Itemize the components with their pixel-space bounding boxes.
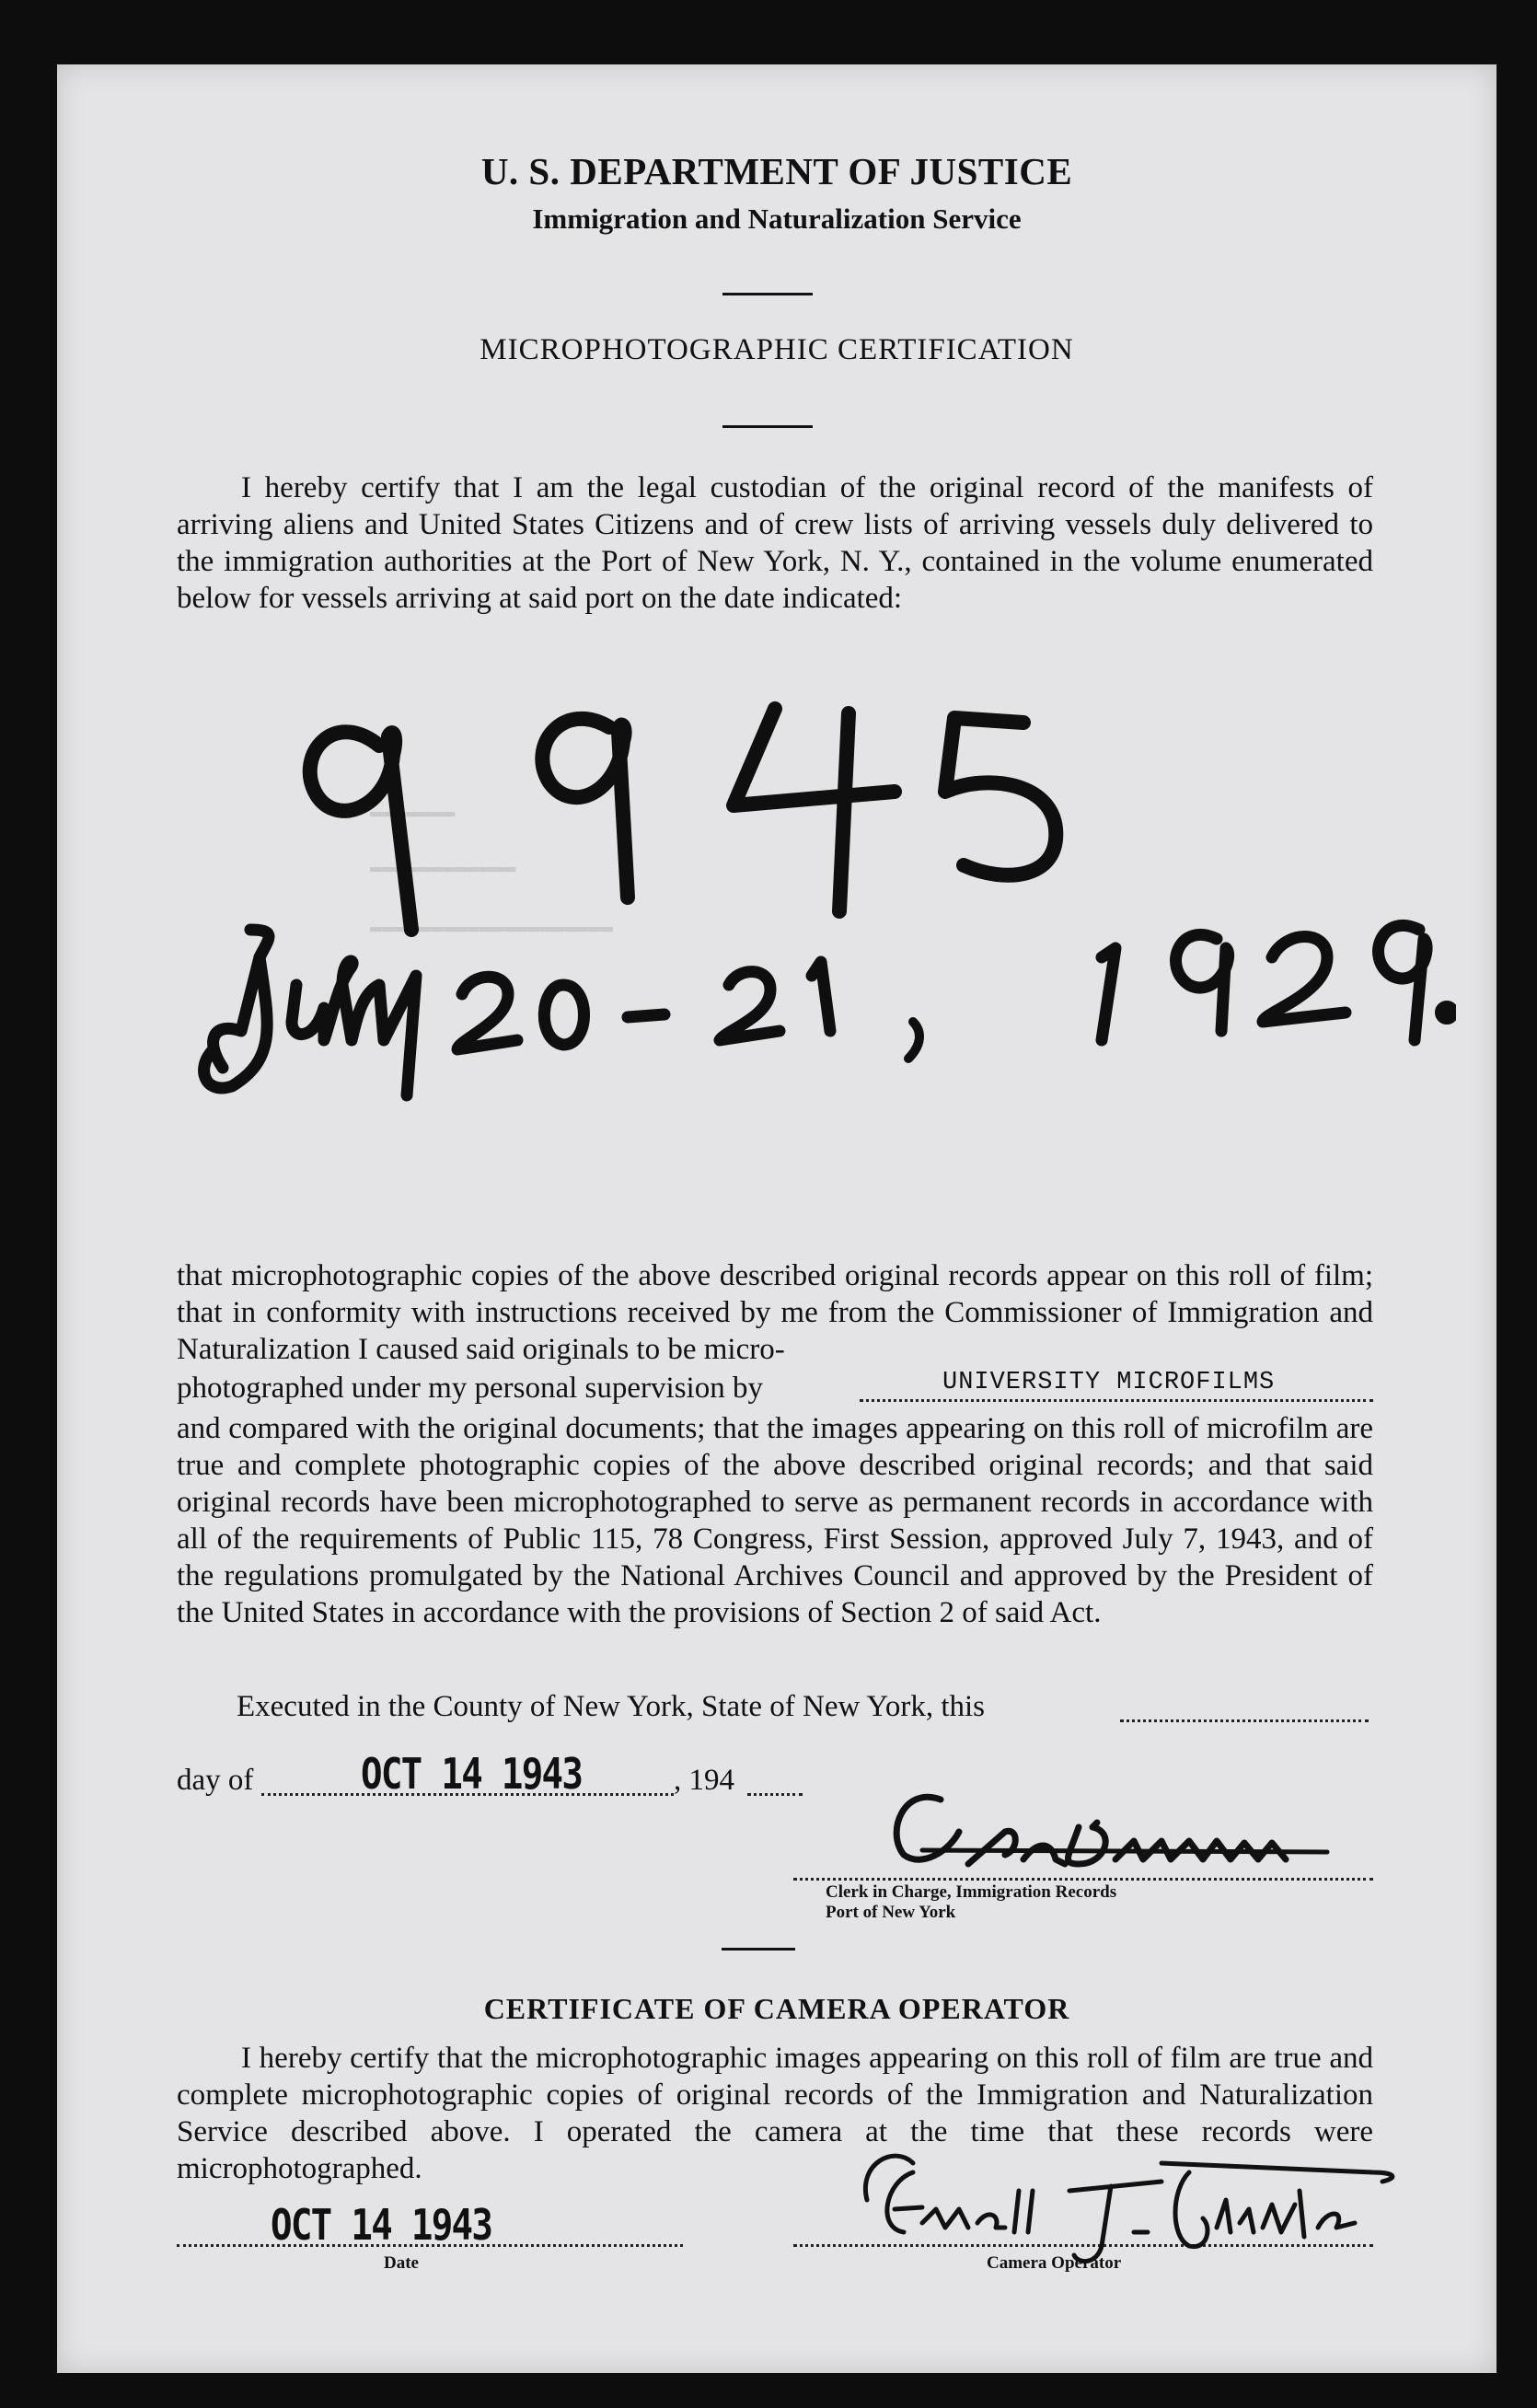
executed-text: Executed in the County of New York, State of New York, this — [237, 1690, 986, 1723]
paragraph-text: photographed under my personal supervision by — [177, 1372, 763, 1405]
date-label: Date — [384, 2253, 419, 2273]
handwriting-stroke — [1176, 934, 1229, 1031]
microfilm-paragraph — [177, 1257, 1373, 1631]
divider-rule — [722, 425, 813, 428]
divider-rule — [722, 293, 813, 295]
handwriting-stroke — [457, 977, 517, 1049]
handwritten-annotation — [195, 654, 1456, 1169]
handwriting-stroke — [544, 985, 584, 1045]
handwriting-stroke — [1102, 948, 1115, 1040]
handwriting-stroke — [1263, 937, 1346, 1023]
bleed-through-text: ▬▬▬▬▬▬▬▬▬▬▬▬▬▬▬▬▬▬▬▬ — [370, 916, 614, 939]
signature-stroke — [887, 2172, 1033, 2232]
date-stamp: OCT 14 1943 — [361, 1749, 583, 1799]
handwriting-stroke — [908, 1022, 919, 1059]
digit-9-glyph — [542, 719, 628, 897]
camera-operator-paragraph: I hereby certify that the microphotographic images appearing on this roll of film are true and complete microphotographic copies of original records of the Immigration and Naturalization Service described above. I operated the camera at the time that these records were microphotographed. — [177, 2042, 1373, 2185]
handwriting-stroke — [292, 961, 416, 1095]
clerk-signature — [867, 1777, 1382, 1887]
paragraph-text: that microphotographic copies of the above described original records appear on this roll of film; that in conformity with instructions received by me from the Commissioner of Immigration and Naturalization I caused said originals to be micro- — [177, 1259, 1373, 1366]
digit-4-glyph — [734, 709, 895, 911]
custodian-paragraph: I hereby certify that I am the legal custodian of the original record of the manifests of arriving aliens and United States Citizens and of crew lists of arriving vessels duly delivered to the immigration authorities at the Port of New York, N. Y., contained in the volume enumerated below for vessels arriving at said port on the date indicated: — [177, 471, 1373, 615]
year-prefix: , 194 — [674, 1764, 734, 1797]
camera-operator-label: Camera Operator — [987, 2253, 1122, 2273]
camera-operator-title: CERTIFICATE OF CAMERA OPERATOR — [483, 1992, 1070, 2025]
operator-signature — [858, 2136, 1428, 2283]
signature-stroke — [896, 1797, 1065, 1864]
paragraph-text: and compared with the original documents; that the images appearing on this roll of microfilm are true and complete photographic copies of the above described original records; and that said original records have been microphotographed to serve as permanent records in accordance with all of the requirements of Public 115, 78 Congress, First Session, approved July 7, 1943, and of the regulations promulgated by the National Archives Council and approved by the President of the United States in accordance with the provisions of Section 2 of said Act. — [177, 1412, 1373, 1629]
certification-title: MICROPHOTOGRAPHIC CERTIFICATION — [480, 333, 1074, 366]
dotted-fill-line — [860, 1369, 1373, 1402]
handwriting-stroke — [1442, 1008, 1451, 1017]
supervisor-line — [177, 1370, 1373, 1410]
certificate-sheet — [57, 64, 1497, 2373]
bleed-through-text: ▬▬▬▬▬▬▬▬▬▬▬▬ — [370, 856, 516, 879]
clerk-title: Clerk in Charge, Immigration Records — [826, 1882, 1117, 1902]
signature-stroke — [1069, 2182, 1161, 2262]
dotted-fill-line — [1120, 1694, 1369, 1722]
handwriting-stroke — [628, 1014, 664, 1017]
handwriting-stroke — [720, 972, 780, 1040]
bleed-through-text: ▬▬▬▬▬▬▬ — [370, 801, 456, 824]
signature-stroke — [1068, 1823, 1286, 1864]
dotted-fill-line — [747, 1767, 803, 1796]
executed-line — [237, 1690, 1378, 1724]
signature-stroke — [1161, 2163, 1393, 2182]
typed-company-name: UNIVERSITY MICROFILMS — [942, 1369, 1276, 1396]
clerk-port: Port of New York — [826, 1903, 956, 1922]
handwriting-stroke — [1379, 925, 1427, 1040]
digit-5-glyph — [945, 718, 1056, 875]
service-subheading: Immigration and Naturalization Service — [532, 203, 1022, 235]
day-of-line — [177, 1749, 876, 1800]
signature-stroke — [1175, 2172, 1355, 2247]
divider-rule — [722, 1948, 795, 1951]
day-of-label: day of — [177, 1764, 254, 1797]
handwriting-stroke — [204, 957, 268, 1088]
date-stamp: OCT 14 1943 — [271, 2200, 492, 2250]
digit-9-glyph — [310, 732, 411, 930]
signature-stroke — [922, 1850, 1327, 1852]
department-heading: U. S. DEPARTMENT OF JUSTICE — [480, 150, 1073, 192]
handwriting-stroke — [812, 962, 830, 1031]
